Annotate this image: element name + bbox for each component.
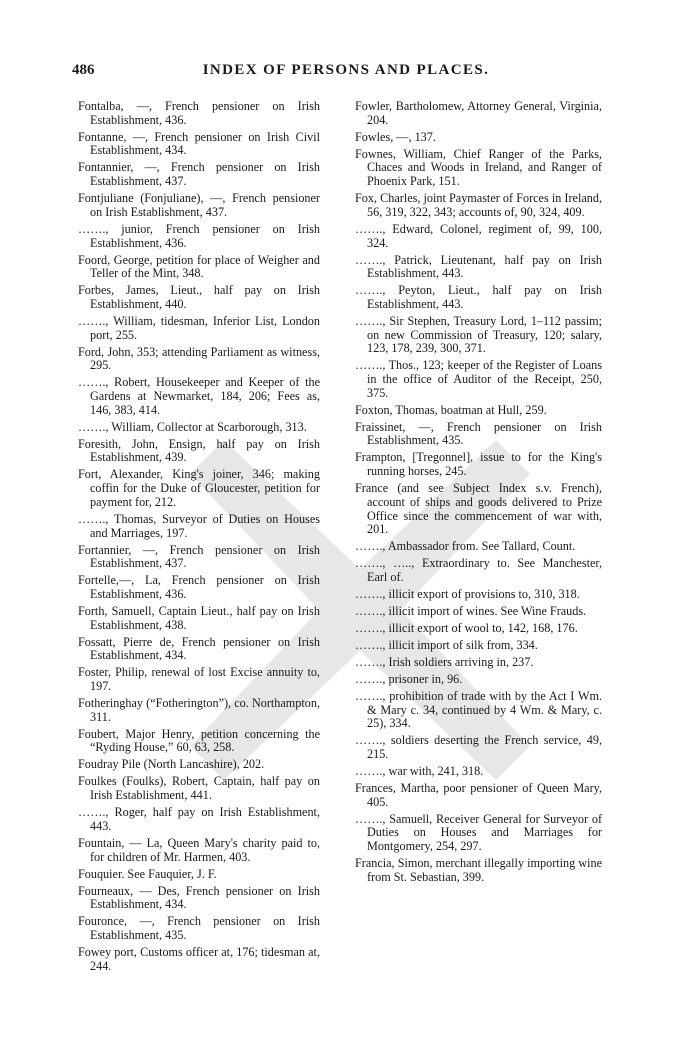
index-entry: Fortannier, —, French pensioner on Irish Establishment, 437. (78, 542, 320, 571)
index-entry: Foord, George, petition for place of Weigher and Teller of the Mint, 348. (78, 252, 320, 281)
index-entry: Fontanne, —, French pensioner on Irish Civil Establishment, 434. (78, 129, 320, 158)
index-entry: Forth, Samuell, Captain Lieut., half pay on Irish Establishment, 438. (78, 603, 320, 632)
index-entry: Foulkes (Foulks), Robert, Captain, half pay on Irish Establishment, 441. (78, 774, 320, 803)
index-entry: Fourneaux, — Des, French pensioner on Irish Establishment, 434. (78, 883, 320, 912)
index-entry: Foubert, Major Henry, petition concerning the “Ryding House,” 60, 63, 258. (78, 726, 320, 755)
index-entry: Foudray Pile (North Lancashire), 202. (78, 757, 265, 772)
index-entry: ……., Samuell, Receiver General for Surveyor of Duties on Houses and Marriages for Montgomery, 254, 297. (355, 811, 602, 854)
index-column-right (355, 100, 602, 888)
index-entry: ……., Peyton, Lieut., half pay on Irish Establishment, 443. (355, 283, 602, 311)
index-entry: ……., war with, 241, 318. (355, 764, 484, 779)
index-entry: Fouronce, —, French pensioner on Irish Establishment, 435. (78, 914, 320, 942)
index-entry: ……., prohibition of trade with by the Act I Wm. & Mary c. 34, continued by 4 Wm. & Mary, c. 25), 334. (355, 688, 602, 731)
index-entry: ……., Ambassador from. See Tallard, Count. (355, 539, 576, 554)
index-entry: Fontalba, —, French pensioner on Irish Establishment, 436. (78, 99, 320, 127)
index-entry: ……., Roger, half pay on Irish Establishment, 443. (78, 805, 320, 833)
index-entry: Fotheringhay (“Fotherington”), co. Northampton, 311. (78, 696, 320, 724)
index-entry: Fowey port, Customs officer at, 176; tidesman at, 244. (78, 944, 320, 973)
index-column-left (78, 100, 320, 977)
index-entry: Fort, Alexander, King's joiner, 346; making coffin for the Duke of Gloucester, petition for payment for, 212. (78, 467, 320, 509)
index-entry: ……., prisoner in, 96. (355, 671, 463, 686)
index-entry: ……., illicit import of wines. See Wine Frauds. (355, 603, 587, 618)
index-entry: ……., Irish soldiers arriving in, 237. (355, 654, 534, 669)
index-entry: Fowles, —, 137. (355, 129, 436, 144)
index-entry: France (and see Subject Index s.v. French), account of ships and goods delivered to Prize Office since the commencement of war with, 201. (355, 481, 602, 537)
index-entry: ……., illicit export of provisions to, 310, 318. (355, 586, 580, 601)
page-number: 486 (72, 62, 95, 78)
index-entry: Fowler, Bartholomew, Attorney General, Virginia, 204. (355, 99, 602, 127)
index-entry: Ford, John, 353; attending Parliament as witness, 295. (78, 344, 320, 373)
index-entry: Frampton, [Tregonnel], issue to for the King's running horses, 245. (355, 450, 602, 479)
index-entry: ……., Edward, Colonel, regiment of, 99, 100, 324. (355, 221, 602, 250)
index-entry: Foresith, John, Ensign, half pay on Irish Establishment, 439. (78, 436, 320, 465)
running-title: INDEX OF PERSONS AND PLACES. (202, 62, 490, 78)
index-entry: ……., William, tidesman, Inferior List, London port, 255. (78, 313, 320, 342)
index-entry: Foxton, Thomas, boatman at Hull, 259. (355, 402, 547, 417)
index-entry: ……., junior, French pensioner on Irish Establishment, 436. (78, 221, 320, 250)
index-entry: Fossatt, Pierre de, French pensioner on Irish Establishment, 434. (78, 634, 320, 663)
index-entry: Fontannier, —, French pensioner on Irish Establishment, 437. (78, 160, 320, 189)
index-entry: ……., William, Collector at Scarborough, 313. (78, 419, 307, 434)
index-entry: Fownes, William, Chief Ranger of the Parks, Chaces and Woods in Ireland, and Ranger of Phoenix Park, 151. (355, 146, 602, 189)
index-entry: Francia, Simon, merchant illegally importing wine from St. Sebastian, 399. (355, 856, 602, 884)
index-entry: Fontjuliane (Fonjuliane), —, French pensioner on Irish Establishment, 437. (78, 191, 320, 219)
index-entry: Fountain, — La, Queen Mary's charity paid to, for children of Mr. Harmen, 403. (78, 835, 320, 864)
index-entry: Forbes, James, Lieut., half pay on Irish Establishment, 440. (78, 283, 320, 311)
index-entry: Fouquier. See Fauquier, J. F. (78, 866, 217, 881)
index-entry: ……., Thomas, Surveyor of Duties on Houses and Marriages, 197. (78, 511, 320, 540)
index-entry: Fraissinet, —, French pensioner on Irish Establishment, 435. (355, 419, 602, 448)
index-entry: ……., Sir Stephen, Treasury Lord, 1–112 passim; on new Commission of Treasury, 120; salary, 123, 178, 239, 300, 371. (355, 313, 602, 356)
index-entry: ……., illicit import of silk from, 334. (355, 637, 538, 652)
index-entry: Fortelle,—, La, French pensioner on Irish Establishment, 436. (78, 573, 320, 601)
index-entry: ……., Thos., 123; keeper of the Register of Loans in the office of Auditor of the Receipt, 250, 375. (355, 358, 602, 400)
index-entry: ……., Patrick, Lieutenant, half pay on Irish Establishment, 443. (355, 252, 602, 281)
index-entry: Fox, Charles, joint Paymaster of Forces in Ireland, 56, 319, 322, 343; accounts of, 90, 324, 409. (355, 191, 602, 219)
page-header (72, 62, 620, 84)
index-entry: Frances, Martha, poor pensioner of Queen Mary, 405. (355, 781, 602, 809)
index-entry: ……., Robert, Housekeeper and Keeper of the Gardens at Newmarket, 184, 206; Fees as, 146, 383, 414. (78, 375, 320, 417)
index-entry: Foster, Philip, renewal of lost Excise annuity to, 197. (78, 665, 320, 694)
index-entry: ……., illicit export of wool to, 142, 168, 176. (355, 620, 578, 635)
index-entry: ……., soldiers deserting the French service, 49, 215. (355, 733, 602, 762)
index-entry: ……., ….., Extraordinary to. See Manchester, Earl of. (355, 556, 602, 584)
